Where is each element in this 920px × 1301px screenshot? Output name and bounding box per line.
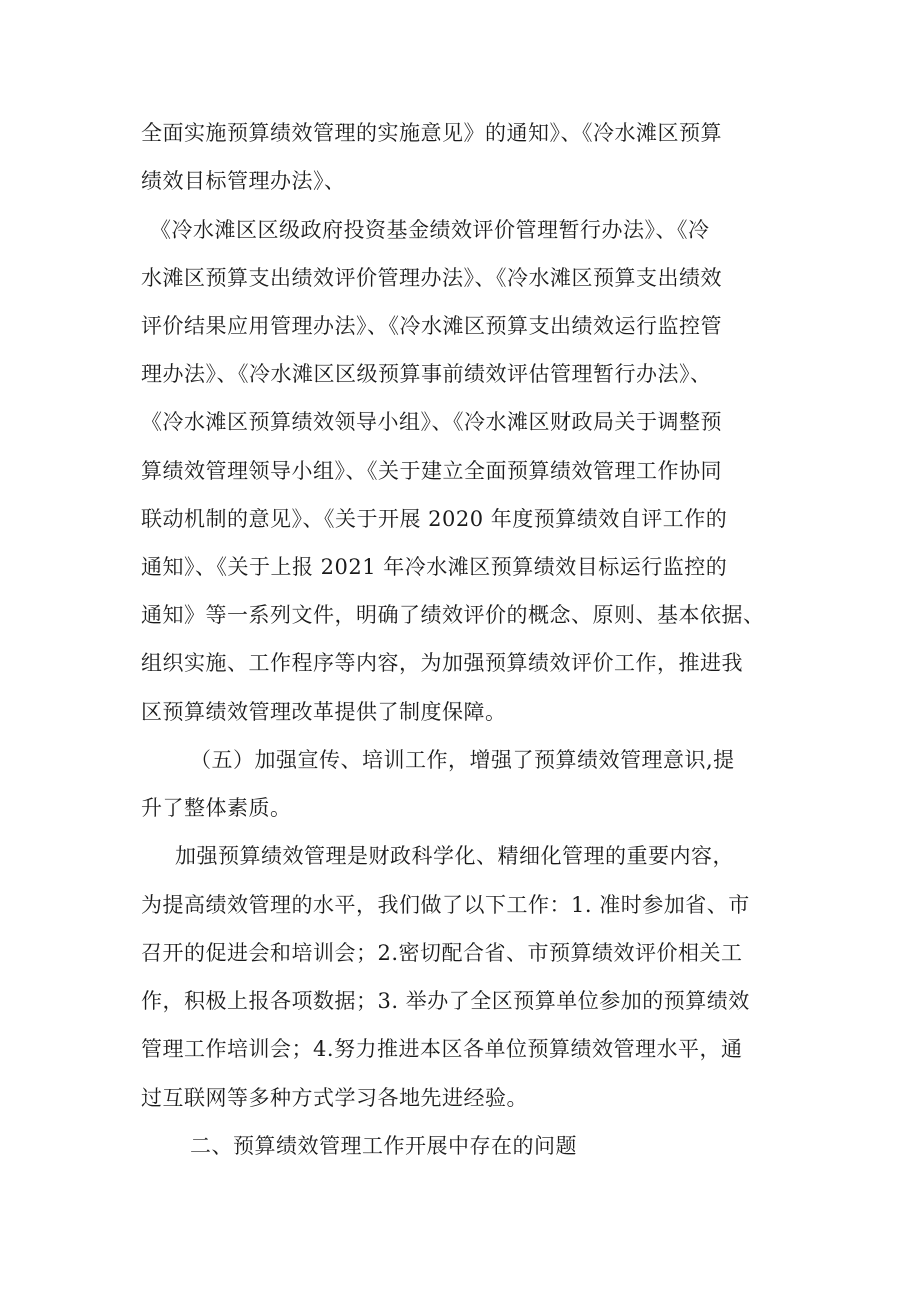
section-heading-5: （五）加强宣传、培训工作，增强了预算绩效管理意识,提 [190, 748, 735, 772]
text-line-17: 为提高绩效管理的水平，我们做了以下工作：1. 准时参加省、市 [141, 893, 750, 917]
section-heading-2: 二、预算绩效管理工作开展中存在的问题 [190, 1134, 577, 1158]
text-line-4: 水滩区预算支出绩效评价管理办法》、《冷水滩区预算支出绩效 [141, 266, 722, 290]
text-line-10: 通知》、《关于上报 2021 年冷水滩区预算绩效目标运行监控的 [141, 555, 728, 579]
text-line-6: 理办法》、《冷水滩区区级预算事前绩效评估管理暂行办法》、 [141, 362, 712, 386]
text-line-13: 区预算绩效管理改革提供了制度保障。 [141, 700, 507, 724]
text-line-1: 全面实施预算绩效管理的实施意见》的通知》、《冷水滩区预算 [141, 121, 722, 145]
paragraph-start: 加强预算绩效管理是财政科学化、精细化管理的重要内容， [175, 844, 734, 868]
text-line-9: 联动机制的意见》、《关于开展 2020 年度预算绩效自评工作的 [141, 507, 728, 531]
text-line-7: 《冷水滩区预算绩效领导小组》、《冷水滩区财政局关于调整预 [141, 410, 722, 434]
text-line-18: 召开的促进会和培训会；2.密切配合省、市预算绩效评价相关工 [141, 941, 743, 965]
text-line-2: 绩效目标管理办法》、 [141, 169, 346, 193]
text-line-20: 管理工作培训会；4.努力推进本区各单位预算绩效管理水平，通 [141, 1037, 743, 1061]
text-line-3: 《冷水滩区区级政府投资基金绩效评价管理暂行办法》、《冷 [150, 218, 710, 242]
text-line-11: 通知》等一系列文件，明确了绩效评价的概念、原则、基本依据、 [141, 603, 765, 627]
text-line-5: 评价结果应用管理办法》、《冷水滩区预算支出绩效运行监控管 [141, 314, 722, 338]
text-line-15: 升了整体素质。 [141, 796, 292, 820]
text-line-19: 作，积极上报各项数据；3. 举办了全区预算单位参加的预算绩效 [141, 989, 750, 1013]
text-line-21: 过互联网等多种方式学习各地先进经验。 [141, 1086, 528, 1110]
text-line-8: 算绩效管理领导小组》、《关于建立全面预算绩效管理工作协同 [141, 459, 722, 483]
text-line-12: 组织实施、工作程序等内容，为加强预算绩效评价工作，推进我 [141, 651, 743, 675]
